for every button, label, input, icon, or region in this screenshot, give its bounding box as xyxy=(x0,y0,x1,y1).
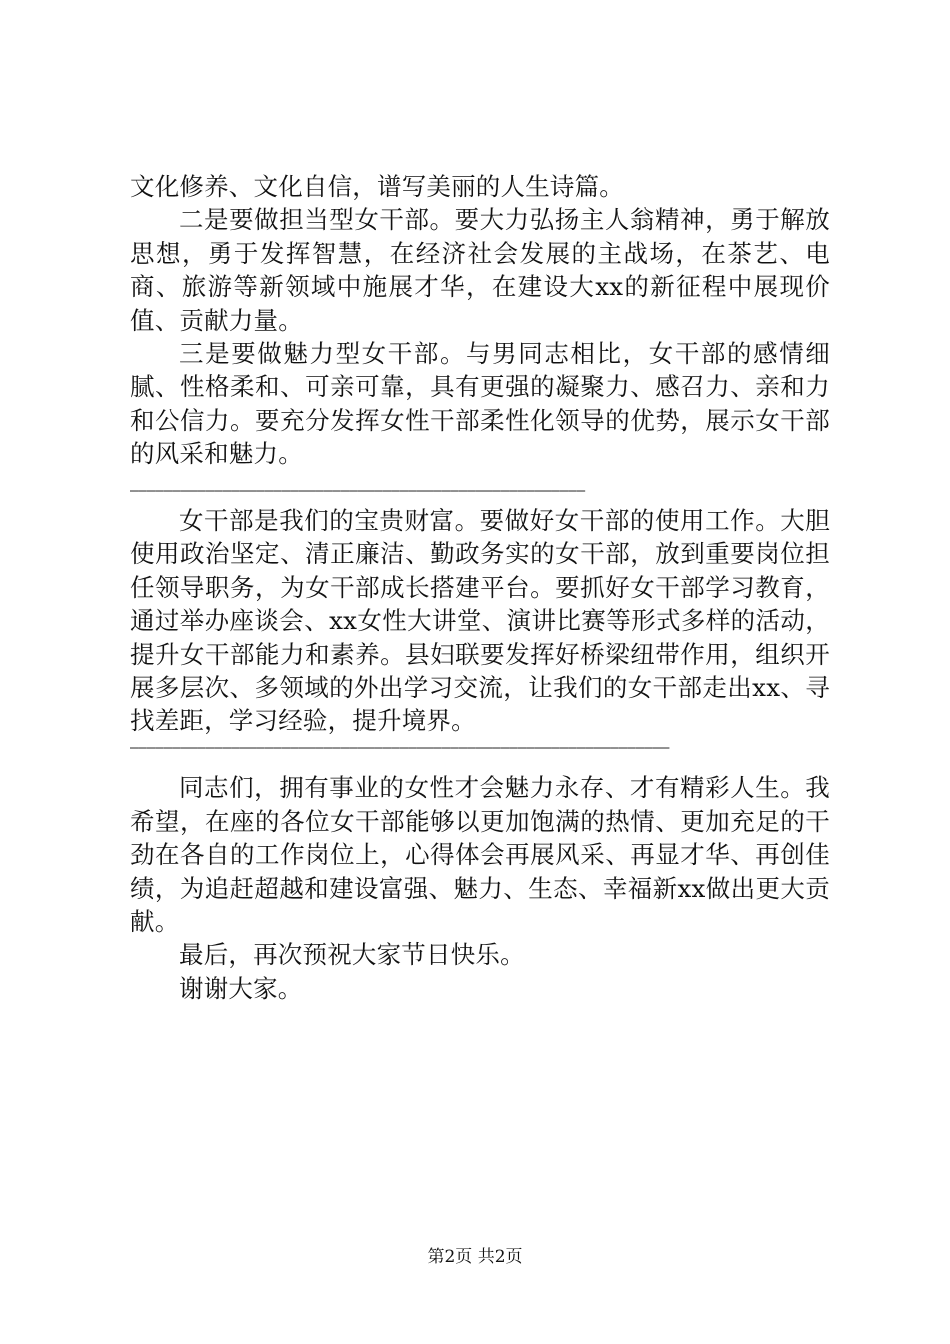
paragraph-comrades: 同志们，拥有事业的女性才会魅力永存、才有精彩人生。我希望，在座的各位女干部能够以更加饱满的热情、更加充足的干劲在各自的工作岗位上，心得体会再展风采、再显才华、再创佳绩，为追赶超越和建设富强、魅力、生态、幸福新xx做出更大贡献。 xyxy=(130,773,830,936)
page-number-footer: 第2页 共2页 xyxy=(427,1247,523,1267)
paragraph-thanks: 谢谢大家。 xyxy=(179,973,303,1003)
separator-line: —————————————————————————————————————————————————————— xyxy=(130,482,586,499)
paragraph-point-three: 三是要做魅力型女干部。与男同志相比，女干部的感情细腻、性格柔和、可亲可靠，具有更强的凝聚力、感召力、亲和力和公信力。要充分发挥女性干部柔性化领导的优势，展示女干部的风采和魅力。 xyxy=(130,339,830,469)
separator-line: ———————————————————————————————————————————————————————————————— xyxy=(130,739,670,756)
paragraph-point-two: 二是要做担当型女干部。要大力弘扬主人翁精神，勇于解放思想，勇于发挥智慧，在经济社会发展的主战场，在茶艺、电商、旅游等新领域中施展才华，在建设大xx的新征程中展现价值、贡献力量。 xyxy=(130,205,830,335)
paragraph-cadre-treasure: 女干部是我们的宝贵财富。要做好女干部的使用工作。大胆使用政治坚定、清正廉洁、勤政务实的女干部，放到重要岗位担任领导职务，为女干部成长搭建平台。要抓好女干部学习教育，通过举办座谈会、xx女性大讲堂、演讲比赛等形式多样的活动，提升女干部能力和素养。县妇联要发挥好桥梁纽带作用，组织开展多层次、多领域的外出学习交流，让我们的女干部走出xx、寻找差距，学习经验，提升境界。 xyxy=(130,506,830,736)
paragraph-continuation: 文化修养、文化自信，谱写美丽的人生诗篇。 xyxy=(130,172,624,201)
document-body xyxy=(130,170,830,1005)
paragraph-closing-wish: 最后，再次预祝大家节日快乐。 xyxy=(179,940,525,970)
